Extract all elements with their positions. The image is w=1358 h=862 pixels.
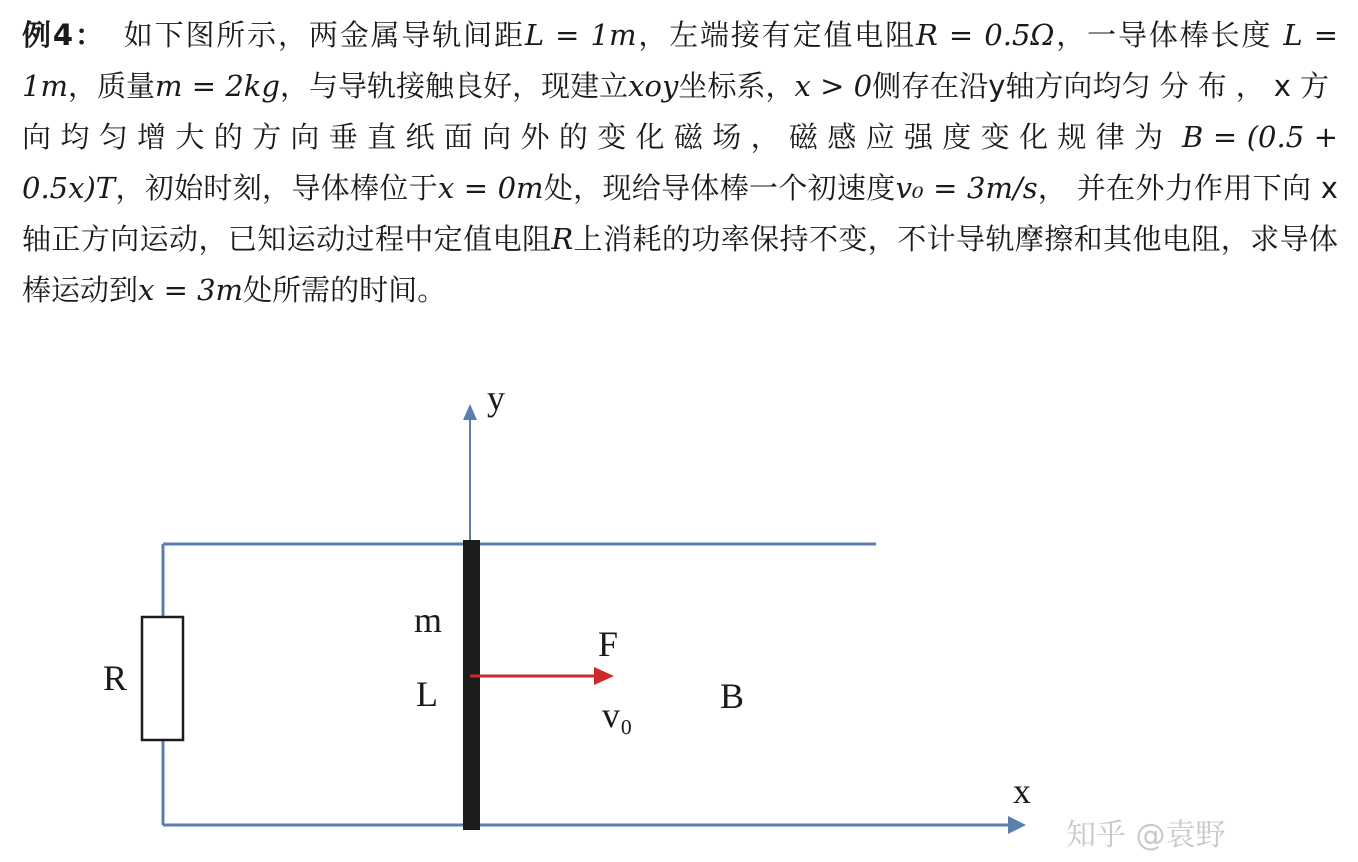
x-axis-arrowhead bbox=[1008, 816, 1026, 834]
problem-s2: ，左端接有定值电阻 bbox=[636, 18, 916, 52]
example-tag: 例4： bbox=[22, 18, 106, 52]
problem-s1: 如下图所示，两金属导轨间距 bbox=[123, 18, 525, 52]
eq-x-positive: x > 0 bbox=[794, 69, 873, 103]
eq-rod-length: L = 1m bbox=[22, 18, 1338, 103]
label-x-axis: x bbox=[1013, 771, 1031, 811]
problem-s3: ，一导体棒长度 bbox=[1054, 18, 1273, 52]
label-y-axis: y bbox=[487, 378, 505, 418]
label-mass: m bbox=[414, 600, 443, 640]
problem-s9: 处，现给导体棒一个初速度 bbox=[543, 171, 896, 205]
eq-mass: m = 2kg bbox=[155, 69, 280, 103]
label-magnetic-field: B bbox=[720, 676, 745, 716]
eq-initial-position: x = 0m bbox=[437, 171, 544, 205]
force-arrowhead bbox=[594, 667, 614, 685]
y-axis-arrowhead bbox=[463, 404, 477, 420]
problem-s11: 并在外力作用下向 x 轴正方向运动，已知运动过程中定值电阻 bbox=[22, 171, 1338, 256]
eq-resistance: R = 0.5Ω bbox=[916, 18, 1055, 52]
problem-s8: ，初始时刻，导体棒位于 bbox=[115, 171, 438, 205]
eq-rail-spacing: L = 1m bbox=[524, 18, 637, 52]
problem-s7: 侧存在沿y轴方向均匀 bbox=[872, 69, 1151, 103]
problem-line3: 分布，x方向均匀增大的方向垂直纸面向外的变化磁场，磁感应强度变化规律为 bbox=[22, 69, 1338, 154]
label-force: F bbox=[598, 624, 619, 664]
label-length: L bbox=[416, 674, 438, 714]
eq-R-symbol: R bbox=[551, 222, 574, 256]
problem-s5: ，与导轨接触良好，现建立 bbox=[279, 69, 629, 103]
eq-xoy: xoy bbox=[628, 69, 679, 103]
eq-target-position: x = 3m bbox=[138, 273, 244, 307]
problem-s6: 坐标系， bbox=[678, 69, 795, 103]
problem-s12: 上消耗的功率保持不变，不计导轨摩擦和其他电阻，求导体棒运动到 bbox=[22, 222, 1338, 307]
label-resistor: R bbox=[103, 658, 128, 698]
label-velocity: v₀ bbox=[602, 695, 633, 735]
resistor bbox=[142, 617, 183, 740]
problem-s10: ， bbox=[1037, 171, 1068, 205]
eq-initial-velocity: v₀ = 3m/s bbox=[895, 171, 1038, 205]
problem-s13: 处所需的时间。 bbox=[243, 273, 447, 307]
problem-s4: ，质量 bbox=[67, 69, 156, 103]
eq-field: B = (0.5 + 0.5x)T bbox=[22, 120, 1339, 205]
conductor-rod bbox=[463, 540, 480, 830]
watermark: 知乎 @袁野 bbox=[1066, 818, 1226, 853]
